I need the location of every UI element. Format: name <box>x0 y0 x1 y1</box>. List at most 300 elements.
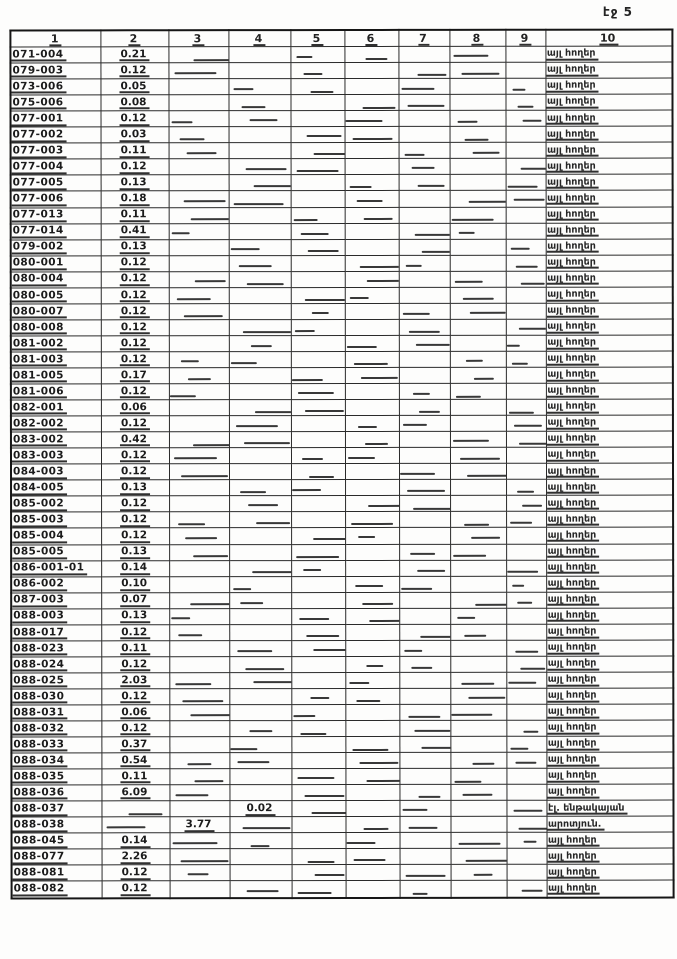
table-row <box>12 864 674 881</box>
area-value-cell <box>399 801 450 817</box>
scan-artifact <box>522 890 543 892</box>
area-value-cell <box>399 656 450 672</box>
area-value-cell <box>291 656 345 672</box>
land-type-cell: այլ հողեր <box>546 158 673 174</box>
area-value-cell: 0.41 <box>101 223 169 239</box>
area-value-cell <box>291 672 345 688</box>
area-value-cell <box>398 95 449 111</box>
area-value-cell <box>450 752 506 768</box>
scan-artifact <box>230 748 257 750</box>
area-value-cell <box>506 720 546 736</box>
scan-artifact <box>303 73 323 75</box>
scan-artifact <box>366 58 388 60</box>
scan-artifact <box>298 392 334 394</box>
area-value-cell <box>506 576 546 592</box>
area-value-cell <box>169 191 229 207</box>
area-value-cell <box>450 544 506 560</box>
scan-artifact <box>417 570 445 572</box>
area-value-cell <box>228 79 290 95</box>
area-value-cell <box>506 512 546 528</box>
area-value-cell <box>345 480 399 496</box>
land-type-cell: այլ հողեր <box>546 335 673 351</box>
scan-artifact <box>369 620 399 622</box>
parcel-code-cell: 085-004 <box>11 528 101 544</box>
area-value-cell <box>345 640 399 656</box>
area-value-cell <box>399 752 450 768</box>
scan-artifact <box>187 152 217 154</box>
scan-artifact <box>233 588 251 590</box>
land-type-cell: այլ հողեր <box>547 832 674 848</box>
area-value-cell: 0.07 <box>101 592 169 608</box>
table-row <box>11 110 673 127</box>
scan-artifact <box>178 524 205 526</box>
area-value-cell <box>450 383 506 399</box>
scan-artifact <box>233 88 253 90</box>
table-row <box>11 608 673 625</box>
area-value-cell <box>291 576 345 592</box>
area-value-cell <box>229 368 291 384</box>
area-value-cell: 0.13 <box>101 608 169 624</box>
scan-artifact <box>296 56 312 58</box>
area-value-cell <box>450 784 506 800</box>
scan-artifact <box>238 761 270 763</box>
area-value-cell <box>450 335 506 351</box>
area-value-cell <box>169 336 229 352</box>
area-value-cell <box>169 159 229 175</box>
area-value-cell <box>345 528 399 544</box>
scan-artifact <box>172 843 217 845</box>
area-value-cell <box>291 416 345 432</box>
scan-artifact <box>292 489 321 491</box>
parcel-code-cell: 077-001 <box>11 111 101 127</box>
land-type-cell: այլ հողեր <box>546 431 673 447</box>
parcel-code-cell: 088-081 <box>12 865 102 881</box>
area-value-cell: 0.12 <box>101 689 169 705</box>
area-value-cell: 0.54 <box>101 753 169 769</box>
parcel-code-cell: 088-033 <box>11 737 101 753</box>
area-value-cell: 0.12 <box>101 416 169 432</box>
area-value-cell <box>229 769 291 785</box>
area-value-cell: 0.12 <box>101 352 169 368</box>
area-value-cell <box>345 319 399 335</box>
table-row <box>11 319 673 336</box>
parcel-code-cell: 088-077 <box>12 849 102 865</box>
scan-artifact <box>172 232 190 234</box>
table-header-row <box>10 30 672 47</box>
area-value-cell <box>169 737 229 753</box>
area-value-cell <box>506 159 546 175</box>
parcel-code-cell: 088-030 <box>11 689 101 705</box>
scan-artifact <box>236 425 279 427</box>
scan-artifact <box>180 860 229 862</box>
area-value-cell <box>291 287 345 303</box>
scan-artifact <box>401 587 433 589</box>
area-value-cell: 0.42 <box>101 432 169 448</box>
parcel-code-cell: 081-005 <box>11 368 101 384</box>
area-value-cell <box>170 881 230 898</box>
scan-artifact <box>407 490 445 492</box>
scan-artifact <box>462 298 494 300</box>
scan-artifact <box>313 649 345 651</box>
area-value-cell <box>230 849 292 865</box>
area-value-cell <box>450 447 506 463</box>
table-row <box>11 592 673 609</box>
area-value-cell <box>398 46 449 62</box>
area-value-cell <box>291 384 345 400</box>
land-type-cell: այլ հողեր <box>546 367 673 383</box>
area-value-cell <box>506 496 546 512</box>
table-row <box>11 640 673 657</box>
land-type-cell: այլ հողեր <box>546 142 673 158</box>
area-value-cell <box>399 672 450 688</box>
scan-artifact <box>294 219 318 221</box>
scan-artifact <box>313 538 345 540</box>
table-row <box>11 672 673 689</box>
land-type-cell: այլ հողեր <box>546 544 673 560</box>
area-value-cell: 0.12 <box>101 111 169 127</box>
area-value-cell <box>291 721 345 737</box>
column-header-2: 2 <box>100 30 168 47</box>
area-value-cell <box>229 496 291 512</box>
table-row <box>11 527 673 544</box>
area-value-cell <box>345 399 399 415</box>
scan-artifact <box>231 363 257 365</box>
area-value-cell <box>169 400 229 416</box>
scan-artifact <box>360 266 399 268</box>
scan-artifact <box>413 508 450 510</box>
area-value-cell <box>399 383 450 399</box>
area-value-cell: 0.13 <box>101 544 169 560</box>
scan-artifact <box>304 795 345 797</box>
parcel-code-cell: 082-001 <box>11 400 101 416</box>
table-row <box>11 576 673 593</box>
scan-artifact <box>513 199 545 201</box>
area-value-cell <box>291 753 345 769</box>
area-value-cell <box>291 127 345 143</box>
scan-artifact <box>310 91 333 93</box>
area-value-cell <box>450 143 506 159</box>
scan-artifact <box>412 893 428 895</box>
parcel-code-cell: 077-014 <box>11 223 101 239</box>
area-value-cell <box>345 143 399 159</box>
area-value-cell <box>291 737 345 753</box>
scan-artifact <box>307 635 340 637</box>
area-value-cell <box>506 367 546 383</box>
scan-artifact <box>411 667 433 669</box>
parcel-code-cell: 088-036 <box>11 785 101 801</box>
area-value-cell: 0.21 <box>100 47 168 63</box>
area-value-cell <box>229 608 291 624</box>
area-value-cell <box>169 448 229 464</box>
scan-artifact <box>358 536 374 538</box>
area-value-cell <box>292 833 346 849</box>
scan-artifact <box>409 827 438 829</box>
scan-artifact <box>309 476 334 478</box>
area-value-cell <box>345 801 399 817</box>
scan-artifact <box>346 120 383 122</box>
scan-artifact <box>181 360 199 362</box>
area-value-cell <box>399 143 450 159</box>
scan-artifact <box>465 139 489 141</box>
area-value-cell <box>506 704 546 720</box>
land-type-cell: այլ հողեր <box>546 752 673 768</box>
area-value-cell <box>169 528 229 544</box>
area-value-cell: 6.09 <box>101 785 169 801</box>
scan-artifact <box>171 617 190 619</box>
scan-artifact <box>171 121 192 123</box>
area-value-cell <box>169 673 229 689</box>
area-value-cell <box>346 865 400 881</box>
area-value-cell <box>292 849 346 865</box>
area-value-cell <box>506 287 546 303</box>
land-type-cell: այլ հողեր <box>546 191 673 207</box>
area-value-cell <box>450 672 506 688</box>
area-value-cell <box>400 833 451 849</box>
land-type-cell: այլ հողեր <box>545 94 672 110</box>
land-type-cell: արոտյուն. <box>546 816 673 832</box>
scan-artifact <box>409 331 440 333</box>
parcel-code-cell: 086-001-01 <box>11 560 101 576</box>
area-value-cell <box>291 319 345 335</box>
scan-artifact <box>408 716 440 718</box>
area-value-cell: 2.03 <box>101 673 169 689</box>
scan-artifact <box>417 74 447 76</box>
area-value-cell <box>228 63 290 79</box>
area-value-cell <box>290 95 344 111</box>
area-value-cell <box>345 512 399 528</box>
area-value-cell <box>398 78 449 94</box>
table-row <box>11 447 673 464</box>
area-value-cell <box>229 319 291 335</box>
area-value-cell <box>505 62 545 78</box>
area-value-cell <box>169 143 229 159</box>
area-value-cell <box>345 416 399 432</box>
area-value-cell <box>291 303 345 319</box>
area-value-cell <box>229 705 291 721</box>
area-value-cell <box>170 865 230 881</box>
table-row <box>11 800 673 817</box>
area-value-cell <box>291 480 345 496</box>
scan-artifact <box>410 552 435 554</box>
scan-artifact <box>402 313 429 315</box>
area-value-cell <box>399 415 450 431</box>
land-type-cell: այլ հողեր <box>547 864 674 880</box>
area-value-cell <box>228 47 290 63</box>
area-value-cell <box>169 576 229 592</box>
table-row <box>11 495 673 512</box>
area-value-cell <box>506 752 546 768</box>
scan-artifact <box>311 812 345 814</box>
table-row <box>11 479 673 496</box>
area-value-cell: 0.12 <box>101 255 169 271</box>
scan-artifact <box>190 714 229 716</box>
area-value-cell <box>229 255 291 271</box>
area-value-cell <box>450 319 506 335</box>
area-value-cell <box>345 191 399 207</box>
scan-artifact <box>251 345 272 347</box>
scan-artifact <box>400 473 435 475</box>
area-value-cell <box>169 111 229 127</box>
area-value-cell <box>229 512 291 528</box>
scan-artifact <box>407 105 444 107</box>
scan-artifact <box>192 444 229 446</box>
parcel-code-cell: 081-003 <box>11 352 101 368</box>
table-row <box>11 399 673 416</box>
scan-artifact <box>367 280 399 282</box>
scan-artifact <box>169 395 196 397</box>
area-value-cell <box>399 223 450 239</box>
area-value-cell: 0.02 <box>229 801 291 817</box>
scan-artifact <box>355 585 383 587</box>
table-row <box>11 560 673 577</box>
area-value-cell <box>346 833 400 849</box>
area-value-cell <box>399 351 450 367</box>
area-value-cell <box>450 191 506 207</box>
land-type-cell: այլ հողեր <box>546 592 673 608</box>
land-type-cell: այլ հողեր <box>546 383 673 399</box>
area-value-cell <box>399 399 450 415</box>
area-value-cell <box>400 865 451 881</box>
table-row <box>11 303 673 320</box>
scan-artifact <box>315 874 345 876</box>
area-value-cell <box>399 560 450 576</box>
area-value-cell <box>169 384 229 400</box>
parcel-code-cell: 077-005 <box>11 175 101 191</box>
area-value-cell <box>506 447 546 463</box>
area-value-cell <box>506 544 546 560</box>
land-type-cell: այլ հողեր <box>546 720 673 736</box>
area-value-cell <box>291 624 345 640</box>
area-value-cell <box>169 287 229 303</box>
table-row <box>11 239 673 256</box>
area-value-cell <box>507 833 547 849</box>
area-value-cell <box>400 849 451 865</box>
table-row <box>11 736 673 753</box>
parcel-code-cell: 080-005 <box>11 288 101 304</box>
area-value-cell <box>450 720 506 736</box>
area-value-cell <box>450 367 506 383</box>
scan-artifact <box>453 555 486 557</box>
scan-artifact <box>414 729 450 731</box>
scan-artifact <box>508 186 537 188</box>
area-value-cell <box>345 127 399 143</box>
area-value-cell <box>291 592 345 608</box>
land-parcel-table <box>9 29 674 899</box>
area-value-cell <box>168 95 228 111</box>
area-value-cell <box>291 175 345 191</box>
scan-artifact <box>467 475 506 477</box>
land-type-cell: այլ հողեր <box>547 848 674 864</box>
parcel-code-cell: 081-006 <box>11 384 101 400</box>
scan-artifact <box>193 555 228 557</box>
area-value-cell: 0.12 <box>101 287 169 303</box>
area-value-cell <box>229 592 291 608</box>
area-value-cell <box>506 431 546 447</box>
scan-artifact <box>297 777 334 779</box>
scan-artifact <box>237 650 272 652</box>
scan-artifact <box>458 121 478 123</box>
area-value-cell <box>451 865 507 881</box>
table-row <box>12 832 674 849</box>
area-value-cell <box>345 111 399 127</box>
area-value-cell: 0.13 <box>101 480 169 496</box>
area-value-cell <box>291 704 345 720</box>
scan-artifact <box>352 138 392 140</box>
area-value-cell <box>229 480 291 496</box>
parcel-code-cell: 084-005 <box>11 480 101 496</box>
area-value-cell <box>506 624 546 640</box>
area-value-cell <box>449 62 505 78</box>
land-type-cell: էլ. ենթակայան <box>546 800 673 816</box>
scan-artifact <box>297 170 339 172</box>
scan-artifact <box>473 874 492 876</box>
area-value-cell <box>449 78 505 94</box>
area-value-cell: 0.13 <box>101 239 169 255</box>
scan-artifact <box>302 458 323 460</box>
scan-artifact <box>506 345 520 347</box>
area-value-cell <box>345 207 399 223</box>
scan-artifact <box>521 283 545 285</box>
scan-artifact <box>184 315 222 317</box>
area-value-cell <box>450 415 506 431</box>
scan-artifact <box>291 379 323 381</box>
scan-artifact <box>176 298 210 300</box>
parcel-code-cell: 077-013 <box>11 207 101 223</box>
land-type-cell: այլ հողեր <box>546 479 673 495</box>
scan-artifact <box>473 378 494 380</box>
area-value-cell <box>346 881 400 898</box>
table-row <box>11 784 673 801</box>
parcel-code-cell: 077-002 <box>11 127 101 143</box>
land-type-cell: այլ հողեր <box>545 78 672 94</box>
land-type-cell: այլ հողեր <box>547 881 674 898</box>
area-value-cell <box>506 415 546 431</box>
area-value-cell <box>169 352 229 368</box>
scan-artifact <box>363 828 388 830</box>
scan-artifact <box>195 280 225 282</box>
scan-artifact <box>191 218 229 220</box>
parcel-code-cell: 085-003 <box>11 512 101 528</box>
area-value-cell <box>399 111 450 127</box>
area-value-cell <box>291 143 345 159</box>
scan-artifact <box>524 841 536 843</box>
area-value-cell: 0.05 <box>100 79 168 95</box>
scan-artifact <box>358 426 378 428</box>
area-value-cell <box>399 496 450 512</box>
table-row <box>11 624 673 641</box>
table-row <box>11 415 673 432</box>
area-value-cell <box>229 223 291 239</box>
area-value-cell <box>399 464 450 480</box>
land-type-cell: այլ հողեր <box>546 688 673 704</box>
area-value-cell <box>506 399 546 415</box>
area-value-cell <box>169 624 229 640</box>
area-value-cell <box>399 335 450 351</box>
area-value-cell: 0.12 <box>101 464 169 480</box>
land-type-cell: այլ հողեր <box>546 640 673 656</box>
area-value-cell <box>506 223 546 239</box>
parcel-code-cell: 079-002 <box>11 239 101 255</box>
area-value-cell <box>169 512 229 528</box>
area-value-cell <box>450 624 506 640</box>
scan-artifact <box>366 665 383 667</box>
area-value-cell <box>169 656 229 672</box>
area-value-cell <box>450 303 506 319</box>
area-value-cell <box>291 688 345 704</box>
area-value-cell <box>229 175 291 191</box>
parcel-code-cell: 077-004 <box>11 159 101 175</box>
area-value-cell <box>169 271 229 287</box>
